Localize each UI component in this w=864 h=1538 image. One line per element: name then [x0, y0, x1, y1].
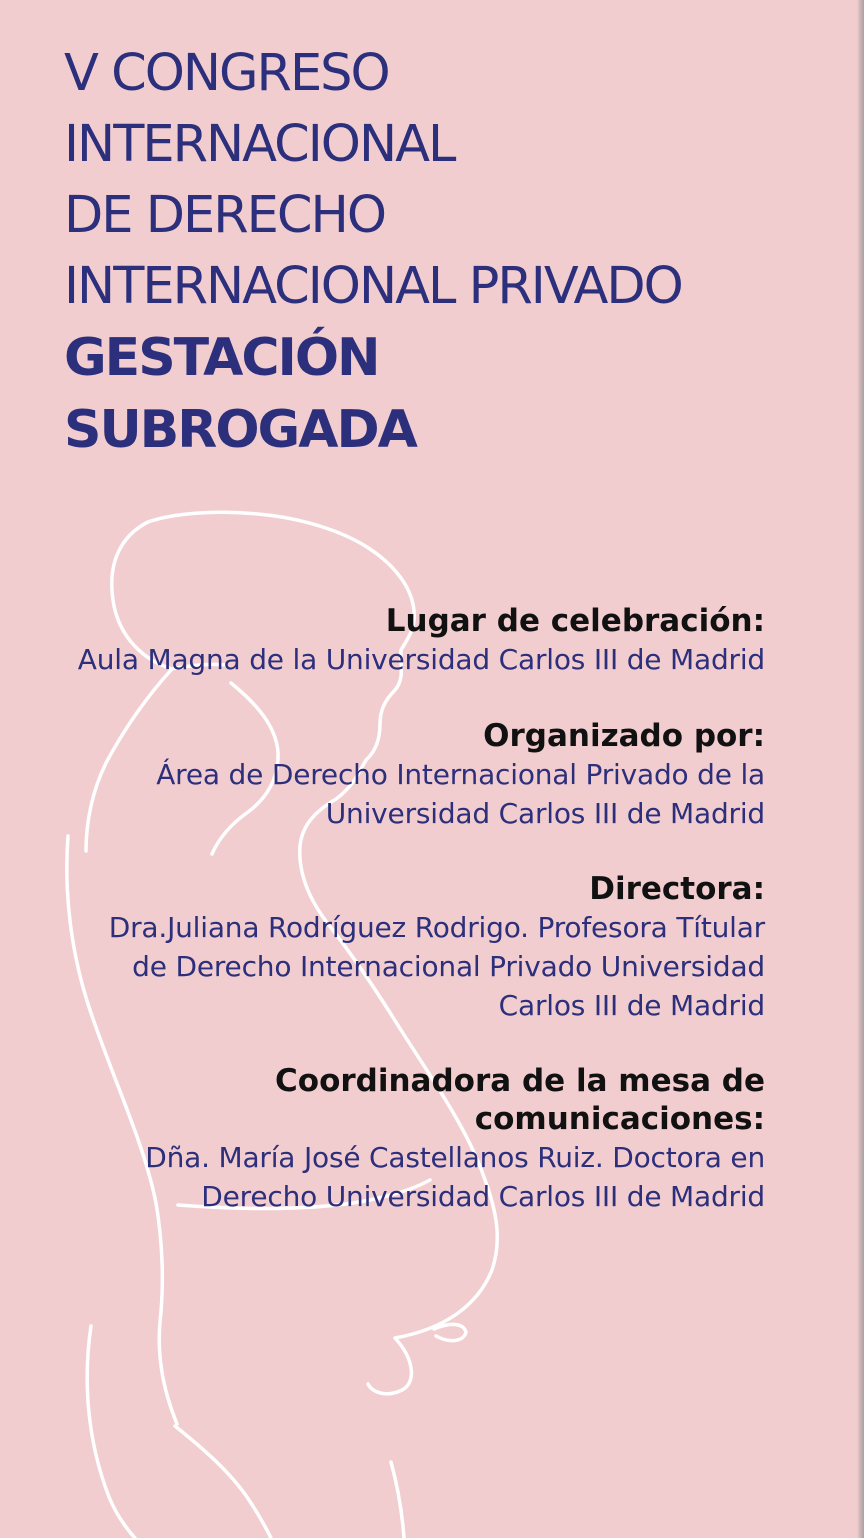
organizer-line-1: Área de Derecho Internacional Privado de la	[156, 758, 765, 791]
coordinator-label-line-1: Coordinadora de la mesa de	[275, 1063, 765, 1099]
coordinator-line-1: Dña. María José Castellanos Ruiz. Doctora en	[145, 1141, 765, 1174]
venue-label: Lugar de celebración:	[385, 603, 765, 639]
right-edge-shadow	[857, 0, 864, 1538]
director-line-3: Carlos III de Madrid	[498, 989, 765, 1022]
venue-section	[45, 602, 765, 679]
title-line-4: INTERNACIONAL PRIVADO	[64, 257, 682, 316]
director-line-1: Dra.Juliana Rodríguez Rodrigo. Profesora Títular	[108, 911, 765, 944]
coordinator-section	[45, 1062, 765, 1216]
organizer-line-2: Universidad Carlos III de Madrid	[325, 797, 765, 830]
organizer-section	[45, 717, 765, 833]
title-highlight-line-2: SUBROGADA	[64, 400, 416, 460]
director-label: Directora:	[589, 871, 765, 907]
title-line-3: DE DERECHO	[64, 186, 385, 245]
organizer-label: Organizado por:	[483, 718, 765, 754]
title-line-2: INTERNACIONAL	[64, 115, 455, 174]
congress-title	[64, 38, 824, 466]
coordinator-line-2: Derecho Universidad Carlos III de Madrid	[201, 1180, 765, 1213]
title-highlight-line-1: GESTACIÓN	[64, 328, 379, 388]
director-line-2: de Derecho Internacional Privado Universidad	[132, 950, 765, 983]
coordinator-label-line-2: comunicaciones:	[474, 1101, 765, 1137]
venue-text: Aula Magna de la Universidad Carlos III de Madrid	[77, 643, 765, 676]
title-line-1: V CONGRESO	[64, 44, 389, 103]
director-section	[45, 870, 765, 1025]
